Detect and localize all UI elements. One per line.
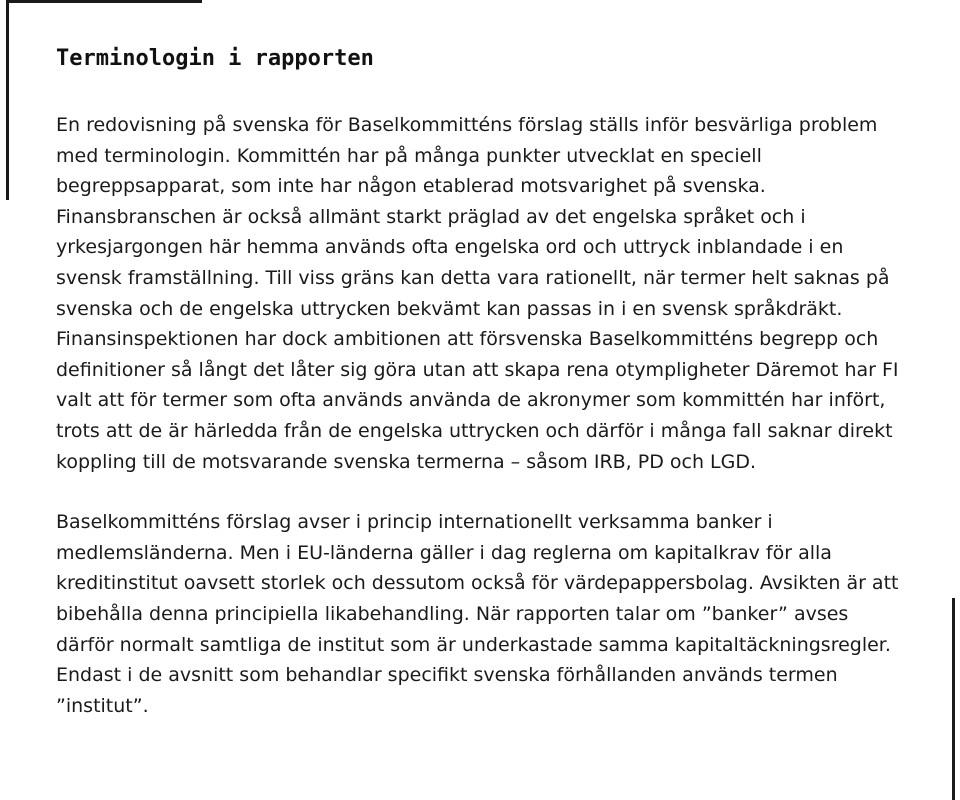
section-heading: Terminologin i rapporten [56,46,374,71]
frame-corner-bottom-right-vertical [952,598,955,800]
frame-corner-top-left-vertical [6,0,9,200]
document-body [56,44,906,721]
paragraph-scope: Baselkommitténs förslag avser i princip internationellt verksamma banker i medlemsländerna. Men i EU-länderna gäller i dag reglerna om kapitalkrav för alla kreditinstitut oavsett storlek och dessutom också för värdepappersbolag. Avsikten är att bibehålla denna principiella likabehandling. När rapporten talar om ”banker” avses därför normalt samtliga de institut som är underkastade samma kapitaltäckningsregler. Endast i de avsnitt som behandlar specifikt svenska förhållanden används termen ”institut”. [56,511,899,717]
paragraph-terminology: En redovisning på svenska för Baselkommitténs förslag ställs inför besvärliga problem med terminologin. Kommittén har på många punkter utvecklat en speciell begreppsapparat, som inte har någon etablerad motsvarighet på svenska. Finansbranschen är också allmänt starkt präglad av det engelska språket och i yrkesjargongen här hemma används ofta engelska ord och uttryck inblandade i en svensk framställning. Till viss gräns kan detta vara rationellt, när termer helt saknas på svenska och de engelska uttrycken bekvämt kan passas in i en svensk språkdräkt. Finansinspektionen har dock ambitionen att försvenska Baselkommitténs begrepp och definitioner så långt det låter sig göra utan att skapa rena otympligheter Däremot har FI valt att för termer som ofta används använda de akronymer som kommittén har infört, trots att de är härledda från de engelska uttrycken och därför i många fall saknar direkt koppling till de motsvarande svenska termerna – såsom IRB, PD och LGD. [56,114,899,473]
frame-corner-top-left-horizontal [6,0,202,3]
